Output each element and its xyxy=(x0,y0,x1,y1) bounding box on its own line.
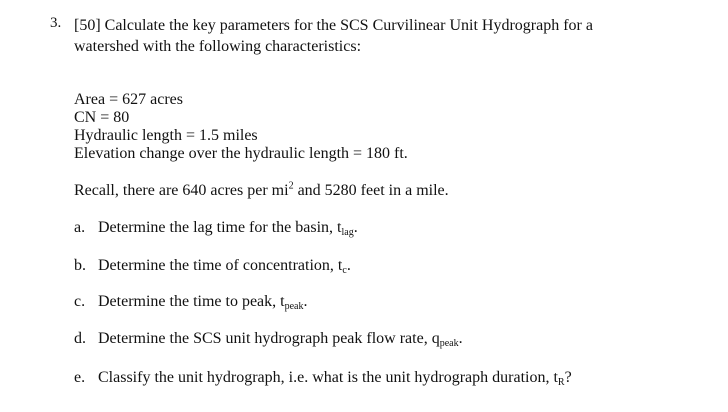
part-end: . xyxy=(346,257,351,274)
part-end: . xyxy=(353,219,358,236)
part-end: . xyxy=(303,293,308,310)
part-letter: d. xyxy=(74,330,86,347)
recall-note xyxy=(74,182,449,200)
characteristic-elevation-change: Elevation change over the hydraulic length = 180 ft. xyxy=(74,145,408,162)
question-intro: [50] Calculate the key parameters for the SCS Curvilinear Unit Hydrograph for a watershed with the following characteristics: xyxy=(74,17,593,55)
characteristic-cn: CN = 80 xyxy=(74,109,130,126)
part-e xyxy=(74,369,572,387)
part-letter: e. xyxy=(74,369,86,386)
question-number: 3. xyxy=(50,15,62,31)
part-subscript: peak xyxy=(439,338,459,349)
part-end: ? xyxy=(564,369,572,386)
part-letter: a. xyxy=(74,219,86,236)
part-subscript: lag xyxy=(341,227,354,238)
part-text: Determine the lag time for the basin, t xyxy=(98,219,342,236)
part-c xyxy=(74,293,308,311)
part-letter: c. xyxy=(74,293,86,310)
part-subscript: c xyxy=(342,265,347,276)
recall-text-after: and 5280 feet in a mile. xyxy=(293,182,449,199)
part-text: Determine the time to peak, t xyxy=(98,293,285,310)
part-d xyxy=(74,330,463,348)
part-text: Determine the time of concentration, t xyxy=(98,257,343,274)
watershed-characteristics xyxy=(74,91,408,163)
part-letter: b. xyxy=(74,257,86,274)
part-a xyxy=(74,219,358,237)
characteristic-hydraulic-length: Hydraulic length = 1.5 miles xyxy=(74,127,258,144)
recall-text-before: Recall, there are 640 acres per mi xyxy=(74,182,289,199)
recall-superscript: 2 xyxy=(288,180,294,192)
part-text: Classify the unit hydrograph, i.e. what is the unit hydrograph duration, t xyxy=(98,369,558,386)
part-text: Determine the SCS unit hydrograph peak flow rate, q xyxy=(98,330,440,347)
part-b xyxy=(74,257,351,275)
part-subscript: R xyxy=(557,377,565,388)
part-subscript: peak xyxy=(284,301,304,312)
part-end: . xyxy=(458,330,463,347)
characteristic-area: Area = 627 acres xyxy=(74,91,183,108)
